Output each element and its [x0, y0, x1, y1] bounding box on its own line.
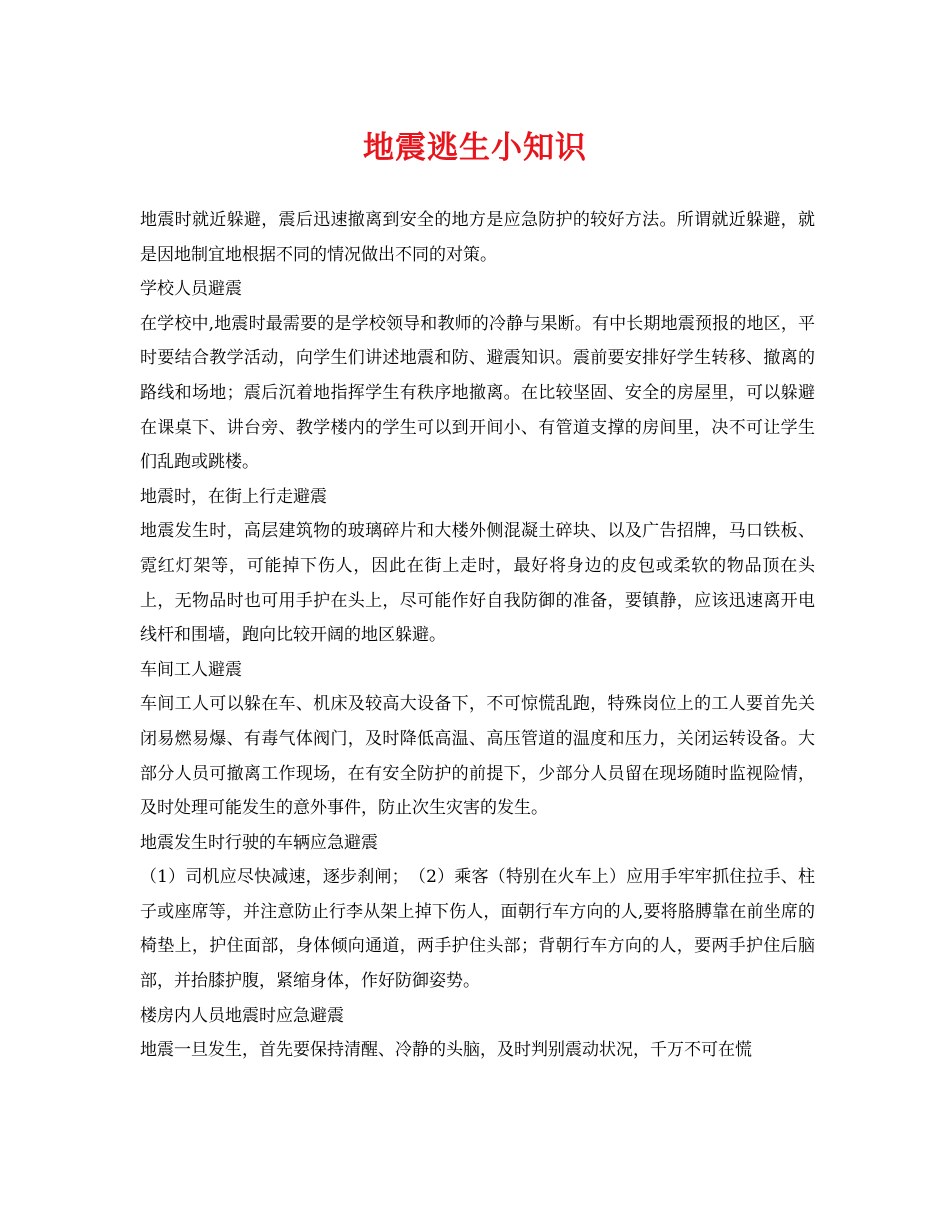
section-heading-vehicle: 地震发生时行驶的车辆应急避震 [140, 832, 378, 853]
document-title: 地震逃生小知识 [363, 130, 587, 166]
intro-paragraph: 地震时就近躲避，震后迅速撤离到安全的地方是应急防护的较好方法。所谓就近躲避，就是因地制宜地根据不同的情况做出不同的对策。 [140, 210, 815, 265]
document-body [140, 203, 815, 1068]
section-heading-street: 地震时，在街上行走避震 [140, 486, 327, 507]
section-heading-workshop: 车间工人避震 [140, 659, 242, 680]
vehicle-paragraph: （1）司机应尽快减速，逐步刹闸； （2）乘客（特别在火车上）应用手牢牢抓住拉手、柱子或座席等，并注意防止行李从架上掉下伤人，面朝行车方向的人,要将胳膊靠在前坐席的椅垫上，护住面部，身体倾向通道，两手护住头部；背朝行车方向的人，要两手护住后脑部，并抬膝护腹，紧缩身体，作好防御姿势。 [140, 867, 815, 992]
section-heading-building: 楼房内人员地震时应急避震 [140, 1005, 344, 1026]
building-paragraph: 地震一旦发生，首先要保持清醒、冷静的头脑，及时判别震动状况，千万不可在慌 [140, 1040, 752, 1061]
workshop-paragraph: 车间工人可以躲在车、机床及较高大设备下，不可惊慌乱跑，特殊岗位上的工人要首先关闭易燃易爆、有毒气体阀门，及时降低高温、高压管道的温度和压力，关闭运转设备。大部分人员可撤离工作现场，在有安全防护的前提下，少部分人员留在现场随时监视险情，及时处理可能发生的意外事件，防止次生灾害的发生。 [140, 694, 815, 819]
street-paragraph: 地震发生时，高层建筑物的玻璃碎片和大楼外侧混凝土碎块、以及广告招牌，马口铁板、霓红灯架等，可能掉下伤人，因此在街上走时，最好将身边的皮包或柔软的物品顶在头上，无物品时也可用手护在头上，尽可能作好自我防御的准备，要镇静，应该迅速离开电线杆和围墙，跑向比较开阔的地区躲避。 [140, 521, 815, 646]
section-heading-school: 学校人员避震 [140, 279, 242, 300]
school-paragraph: 在学校中,地震时最需要的是学校领导和教师的冷静与果断。有中长期地震预报的地区，平时要结合教学活动，向学生们讲述地震和防、避震知识。震前要安排好学生转移、撤离的路线和场地；震后沉着地指挥学生有秩序地撤离。在比较坚固、安全的房屋里，可以躲避在课桌下、讲台旁、教学楼内的学生可以到开间小、有管道支撑的房间里，决不可让学生们乱跑或跳楼。 [140, 313, 815, 473]
